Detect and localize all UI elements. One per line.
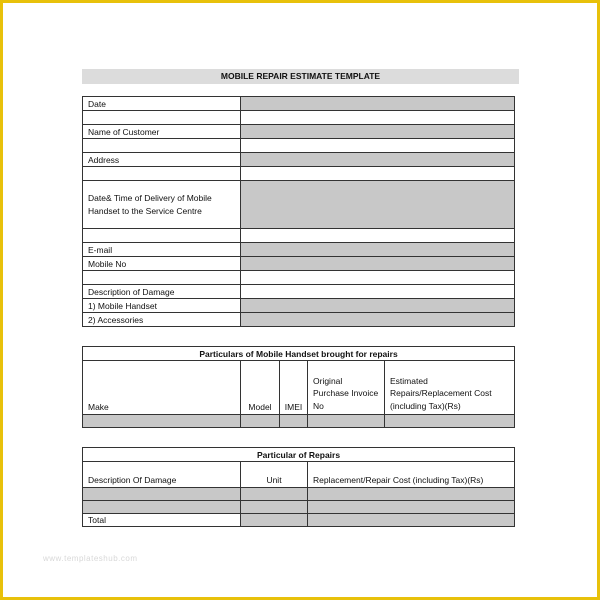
table-row [83,285,515,299]
model-cell[interactable] [241,415,280,428]
spacer-row [83,139,515,153]
particulars-table [82,346,515,428]
unit-column-header: Unit [241,462,308,488]
repair-cost-cell[interactable] [308,501,515,514]
total-row [83,514,515,527]
model-column-header: Model [241,361,280,415]
mobile-no-field[interactable] [241,257,515,271]
unit-cell[interactable] [241,488,308,501]
table-row [83,257,515,271]
make-cell[interactable] [83,415,241,428]
table-row [83,181,515,229]
spacer-row [83,167,515,181]
table-row [83,299,515,313]
table-header-row [83,361,515,415]
estimated-cost-cell[interactable] [385,415,515,428]
accessories-label: 2) Accessories [83,313,241,327]
table-row [83,501,515,514]
particulars-heading: Particulars of Mobile Handset brought for repairs [83,347,515,361]
table-row [83,313,515,327]
watermark-text: www.templateshub.com [43,554,138,563]
table-row [83,347,515,361]
spacer-row [83,271,515,285]
imei-column-header: IMEI [280,361,308,415]
invoice-cell[interactable] [308,415,385,428]
damage-cell[interactable] [83,501,241,514]
unit-cell[interactable] [241,501,308,514]
mobile-no-label: Mobile No [83,257,241,271]
table-row [83,97,515,111]
customer-info-table [82,96,515,327]
accessories-field[interactable] [241,313,515,327]
email-field[interactable] [241,243,515,257]
total-cost-cell[interactable] [308,514,515,527]
estimated-cost-column-header: Estimated Repairs/Replacement Cost (including Tax)(Rs) [385,361,515,415]
customer-name-field[interactable] [241,125,515,139]
table-row [83,415,515,428]
repair-cost-cell[interactable] [308,488,515,501]
address-label: Address [83,153,241,167]
damage-cell[interactable] [83,488,241,501]
damage-description-label: Description of Damage [83,285,241,299]
table-header-row [83,462,515,488]
customer-name-label: Name of Customer [83,125,241,139]
total-label: Total [83,514,241,527]
spacer-row [83,229,515,243]
document-page [3,3,597,597]
document-title: MOBILE REPAIR ESTIMATE TEMPLATE [82,69,519,84]
mobile-handset-label: 1) Mobile Handset [83,299,241,313]
spacer-row [83,111,515,125]
repairs-table [82,447,515,527]
table-row [83,243,515,257]
imei-cell[interactable] [280,415,308,428]
repairs-heading: Particular of Repairs [83,448,515,462]
date-field[interactable] [241,97,515,111]
email-label: E-mail [83,243,241,257]
mobile-handset-field[interactable] [241,299,515,313]
address-field[interactable] [241,153,515,167]
table-row [83,125,515,139]
table-row [83,488,515,501]
delivery-datetime-field[interactable] [241,181,515,229]
table-row [83,448,515,462]
make-column-header: Make [83,361,241,415]
damage-column-header: Description Of Damage [83,462,241,488]
date-label: Date [83,97,241,111]
total-unit-cell[interactable] [241,514,308,527]
delivery-datetime-label: Date& Time of Delivery of Mobile Handset to the Service Centre [83,181,241,229]
damage-description-field[interactable] [241,285,515,299]
repair-cost-column-header: Replacement/Repair Cost (including Tax)(Rs) [308,462,515,488]
invoice-column-header: Original Purchase Invoice No [308,361,385,415]
table-row [83,153,515,167]
